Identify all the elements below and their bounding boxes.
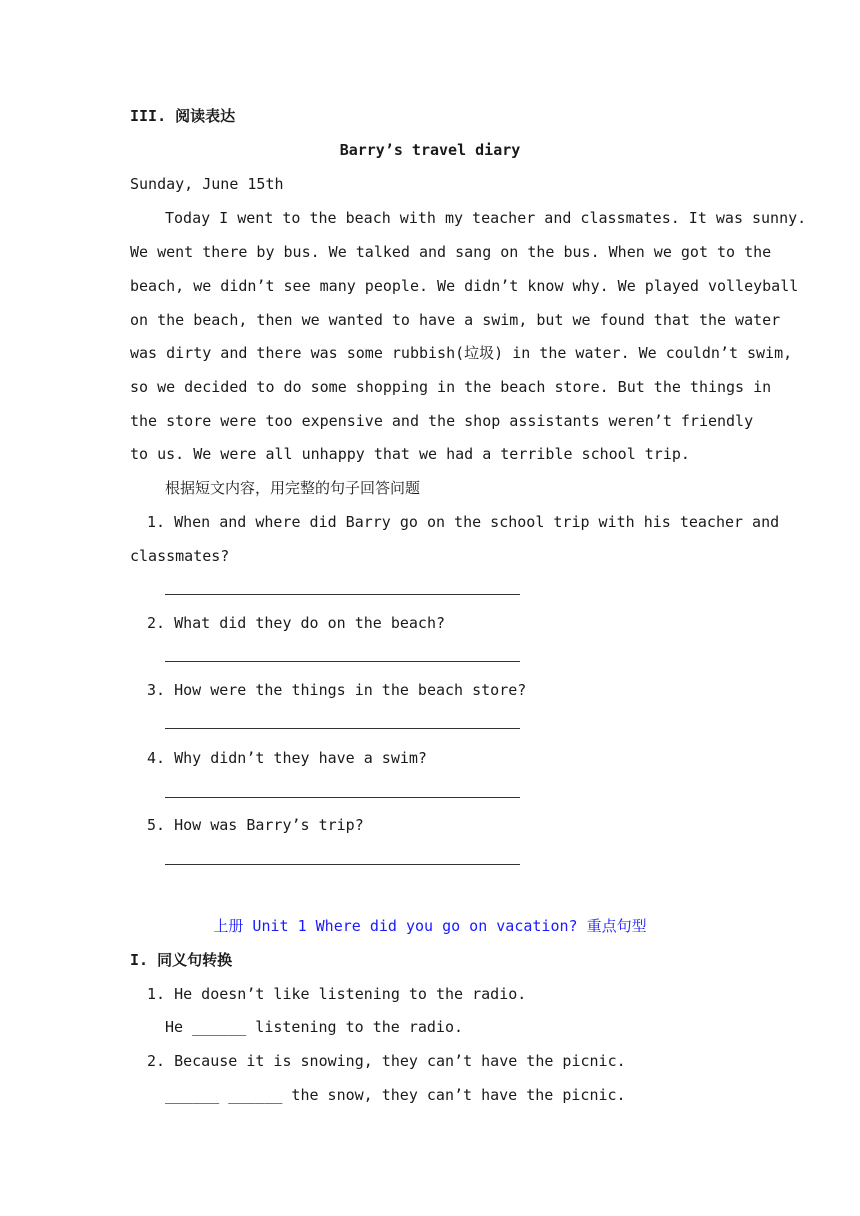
passage-line: Today I went to the beach with my teacher and classmates. It was sunny. xyxy=(165,209,807,227)
passage-title: Barry’s travel diary xyxy=(339,141,521,159)
diary-date: Sunday, June 15th xyxy=(130,175,284,193)
question-4: 4. Why didn’t they have a swim? xyxy=(147,749,427,767)
answer-line-5[interactable] xyxy=(165,864,520,865)
unit-title: 上册 Unit 1 Where did you go on vacation? 重点句型 xyxy=(213,917,647,935)
passage-line: on the beach, then we wanted to have a swim, but we found that the water xyxy=(130,311,781,329)
passage-line: beach, we didn’t see many people. We didn’t know why. We played volleyball xyxy=(130,277,799,295)
answer-line-4[interactable] xyxy=(165,797,520,798)
transform-rewrite-2: ______ ______ the snow, they can’t have the picnic. xyxy=(165,1086,626,1104)
question-3: 3. How were the things in the beach store? xyxy=(147,681,527,699)
passage-line: We went there by bus. We talked and sang on the bus. When we got to the xyxy=(130,243,772,261)
passage-line: the store were too expensive and the shop assistants weren’t friendly xyxy=(130,412,754,430)
answer-line-1[interactable] xyxy=(165,594,520,595)
answer-line-3[interactable] xyxy=(165,728,520,729)
section-heading-reading: III. 阅读表达 xyxy=(130,107,236,125)
section-heading-synonym: I. 同义句转换 xyxy=(130,951,233,969)
answer-line-2[interactable] xyxy=(165,661,520,662)
question-5: 5. How was Barry’s trip? xyxy=(147,816,364,834)
passage-line: so we decided to do some shopping in the beach store. But the things in xyxy=(130,378,772,396)
question-1: 1. When and where did Barry go on the school trip with his teacher and xyxy=(147,513,780,531)
transform-original-2: 2. Because it is snowing, they can’t have the picnic. xyxy=(147,1052,626,1070)
instruction-text: 根据短文内容，用完整的句子回答问题 xyxy=(165,479,421,497)
question-2: 2. What did they do on the beach? xyxy=(147,614,446,632)
passage-line: to us. We were all unhappy that we had a terrible school trip. xyxy=(130,445,690,463)
transform-rewrite-1: He ______ listening to the radio. xyxy=(165,1018,464,1036)
transform-original-1: 1. He doesn’t like listening to the radio. xyxy=(147,985,527,1003)
passage-line: was dirty and there was some rubbish(垃圾) in the water. We couldn’t swim, xyxy=(130,344,793,362)
question-1-continued: classmates? xyxy=(130,547,230,565)
